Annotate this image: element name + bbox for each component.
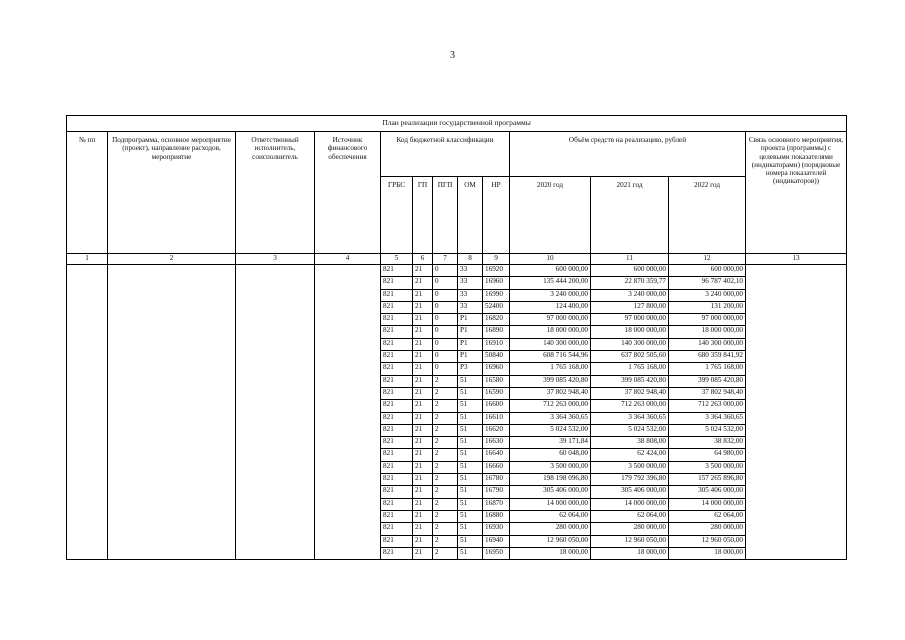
amount-cell: 712 263 000,00 xyxy=(510,400,591,412)
amount-cell: 305 406 000,00 xyxy=(510,486,591,498)
code-cell: 16960 xyxy=(483,363,510,375)
amount-cell: 14 000 000,00 xyxy=(669,498,746,510)
amount-cell: 18 000,00 xyxy=(510,547,591,559)
amount-cell: 637 802 505,60 xyxy=(591,351,669,363)
code-cell: 33 xyxy=(458,289,483,301)
code-cell: 16960 xyxy=(483,277,510,289)
code-cell: P1 xyxy=(458,338,483,350)
column-number: 4 xyxy=(315,254,381,265)
amount-cell: 62 064,00 xyxy=(669,510,746,522)
code-cell: 51 xyxy=(458,375,483,387)
code-cell: 16920 xyxy=(483,265,510,277)
header-2020: 2020 год xyxy=(510,177,591,254)
code-cell: 16600 xyxy=(483,400,510,412)
empty-cell xyxy=(236,265,315,560)
code-cell: 21 xyxy=(413,326,433,338)
page-number: 3 xyxy=(450,50,455,61)
code-cell: 821 xyxy=(381,387,413,399)
code-cell: 821 xyxy=(381,510,413,522)
header-executor: Ответственный исполнитель, соисполнитель xyxy=(236,132,315,254)
code-cell: 16880 xyxy=(483,510,510,522)
code-cell: 2 xyxy=(433,375,458,387)
code-cell: 33 xyxy=(458,277,483,289)
code-cell: 2 xyxy=(433,449,458,461)
code-cell: 821 xyxy=(381,301,413,313)
amount-cell: 97 000 000,00 xyxy=(510,314,591,326)
code-cell: 21 xyxy=(413,535,433,547)
amount-cell: 680 359 841,92 xyxy=(669,351,746,363)
code-cell: 821 xyxy=(381,412,413,424)
empty-cell xyxy=(108,265,236,560)
code-cell: 821 xyxy=(381,461,413,473)
table-title: План реализации государственной программы xyxy=(67,116,847,132)
code-cell: 16940 xyxy=(483,535,510,547)
code-cell: 21 xyxy=(413,424,433,436)
code-cell: 0 xyxy=(433,301,458,313)
code-cell: 16620 xyxy=(483,424,510,436)
code-cell: 51 xyxy=(458,547,483,559)
amount-cell: 12 960 050,00 xyxy=(591,535,669,547)
code-cell: 0 xyxy=(433,289,458,301)
code-cell: 821 xyxy=(381,424,413,436)
amount-cell: 22 870 359,77 xyxy=(591,277,669,289)
header-2021: 2021 год xyxy=(591,177,669,254)
column-number: 12 xyxy=(669,254,746,265)
code-cell: 51 xyxy=(458,400,483,412)
amount-cell: 96 787 402,10 xyxy=(669,277,746,289)
code-cell: 51 xyxy=(458,461,483,473)
code-cell: 52400 xyxy=(483,301,510,313)
code-cell: 2 xyxy=(433,437,458,449)
code-cell: 821 xyxy=(381,277,413,289)
amount-cell: 712 263 000,00 xyxy=(669,400,746,412)
header-gp: ГП xyxy=(413,177,433,254)
amount-cell: 5 024 532,00 xyxy=(591,424,669,436)
amount-cell: 1 765 168,00 xyxy=(510,363,591,375)
amount-cell: 280 000,00 xyxy=(669,523,746,535)
amount-cell: 280 000,00 xyxy=(591,523,669,535)
code-cell: 21 xyxy=(413,277,433,289)
code-cell: 51 xyxy=(458,523,483,535)
code-cell: 2 xyxy=(433,424,458,436)
code-cell: 21 xyxy=(413,474,433,486)
code-cell: 21 xyxy=(413,265,433,277)
code-cell: 16580 xyxy=(483,375,510,387)
code-cell: 21 xyxy=(413,461,433,473)
amount-cell: 124 400,00 xyxy=(510,301,591,313)
amount-cell: 97 000 000,00 xyxy=(669,314,746,326)
amount-cell: 608 716 544,96 xyxy=(510,351,591,363)
amount-cell: 3 240 000,00 xyxy=(510,289,591,301)
code-cell: 51 xyxy=(458,437,483,449)
code-cell: 21 xyxy=(413,510,433,522)
amount-cell: 127 800,00 xyxy=(591,301,669,313)
code-cell: 51 xyxy=(458,474,483,486)
code-cell: 16990 xyxy=(483,289,510,301)
amount-cell: 38 808,00 xyxy=(591,437,669,449)
header-pgp: ПГП xyxy=(433,177,458,254)
amount-cell: 305 406 000,00 xyxy=(591,486,669,498)
code-cell: 2 xyxy=(433,400,458,412)
amount-cell: 62 064,00 xyxy=(591,510,669,522)
code-cell: 821 xyxy=(381,400,413,412)
code-cell: 2 xyxy=(433,486,458,498)
code-cell: 0 xyxy=(433,351,458,363)
code-cell: 821 xyxy=(381,535,413,547)
code-cell: 821 xyxy=(381,547,413,559)
code-cell: 2 xyxy=(433,474,458,486)
code-cell: 21 xyxy=(413,301,433,313)
code-cell: 16630 xyxy=(483,437,510,449)
code-cell: 821 xyxy=(381,326,413,338)
amount-cell: 712 263 000,00 xyxy=(591,400,669,412)
amount-cell: 280 000,00 xyxy=(510,523,591,535)
code-cell: 33 xyxy=(458,301,483,313)
code-cell: 50840 xyxy=(483,351,510,363)
column-number: 3 xyxy=(236,254,315,265)
code-cell: 21 xyxy=(413,498,433,510)
column-number: 6 xyxy=(413,254,433,265)
code-cell: 21 xyxy=(413,437,433,449)
header-budget-classification: Код бюджетной классификации xyxy=(381,132,510,177)
amount-cell: 3 500 000,00 xyxy=(669,461,746,473)
amount-cell: 140 300 000,00 xyxy=(669,338,746,350)
code-cell: 16790 xyxy=(483,486,510,498)
code-cell: 16640 xyxy=(483,449,510,461)
code-cell: 51 xyxy=(458,498,483,510)
header-indicators: Связь основного мероприятия, проекта (программы) с целевыми показателями (индикаторами) (порядковые номера показателей (индикаторов)) xyxy=(746,132,847,254)
code-cell: 821 xyxy=(381,375,413,387)
code-cell: 16590 xyxy=(483,387,510,399)
code-cell: 0 xyxy=(433,314,458,326)
amount-cell: 97 000 000,00 xyxy=(591,314,669,326)
column-number: 1 xyxy=(67,254,108,265)
amount-cell: 3 364 360,65 xyxy=(669,412,746,424)
amount-cell: 399 085 420,80 xyxy=(591,375,669,387)
code-cell: 21 xyxy=(413,338,433,350)
code-cell: 51 xyxy=(458,486,483,498)
code-cell: 821 xyxy=(381,498,413,510)
code-cell: P3 xyxy=(458,363,483,375)
header-np: НР xyxy=(483,177,510,254)
amount-cell: 18 000 000,00 xyxy=(591,326,669,338)
code-cell: 51 xyxy=(458,510,483,522)
code-cell: 2 xyxy=(433,510,458,522)
code-cell: 51 xyxy=(458,535,483,547)
amount-cell: 18 000 000,00 xyxy=(510,326,591,338)
empty-cell xyxy=(315,265,381,560)
amount-cell: 18 000,00 xyxy=(669,547,746,559)
amount-cell: 135 444 200,00 xyxy=(510,277,591,289)
amount-cell: 305 406 000,00 xyxy=(669,486,746,498)
amount-cell: 198 198 096,80 xyxy=(510,474,591,486)
column-number: 2 xyxy=(108,254,236,265)
amount-cell: 37 802 948,40 xyxy=(669,387,746,399)
amount-cell: 64 980,00 xyxy=(669,449,746,461)
amount-cell: 37 802 948,40 xyxy=(510,387,591,399)
amount-cell: 3 364 360,65 xyxy=(510,412,591,424)
code-cell: 0 xyxy=(433,265,458,277)
code-cell: 0 xyxy=(433,338,458,350)
code-cell: 2 xyxy=(433,523,458,535)
amount-cell: 3 240 000,00 xyxy=(669,289,746,301)
column-number: 5 xyxy=(381,254,413,265)
code-cell: 16930 xyxy=(483,523,510,535)
amount-cell: 14 000 000,00 xyxy=(591,498,669,510)
code-cell: 16610 xyxy=(483,412,510,424)
code-cell: 2 xyxy=(433,535,458,547)
code-cell: 21 xyxy=(413,412,433,424)
code-cell: 21 xyxy=(413,486,433,498)
code-cell: 21 xyxy=(413,351,433,363)
code-cell: 21 xyxy=(413,314,433,326)
amount-cell: 39 171,84 xyxy=(510,437,591,449)
code-cell: 51 xyxy=(458,424,483,436)
amount-cell: 5 024 532,00 xyxy=(510,424,591,436)
code-cell: 2 xyxy=(433,387,458,399)
program-plan-table xyxy=(66,115,847,560)
amount-cell: 14 000 000,00 xyxy=(510,498,591,510)
amount-cell: 62 424,00 xyxy=(591,449,669,461)
code-cell: 821 xyxy=(381,449,413,461)
amount-cell: 140 300 000,00 xyxy=(510,338,591,350)
header-number: № пп xyxy=(67,132,108,254)
amount-cell: 600 000,00 xyxy=(669,265,746,277)
column-numbers-row xyxy=(67,254,847,265)
amount-cell: 157 265 896,80 xyxy=(669,474,746,486)
column-number: 8 xyxy=(458,254,483,265)
column-number: 10 xyxy=(510,254,591,265)
column-number: 11 xyxy=(591,254,669,265)
amount-cell: 3 364 360,65 xyxy=(591,412,669,424)
amount-cell: 179 792 396,80 xyxy=(591,474,669,486)
code-cell: 821 xyxy=(381,351,413,363)
amount-cell: 1 765 168,00 xyxy=(591,363,669,375)
code-cell: P1 xyxy=(458,314,483,326)
code-cell: 21 xyxy=(413,523,433,535)
table-row xyxy=(67,265,847,277)
code-cell: 2 xyxy=(433,461,458,473)
amount-cell: 399 085 420,80 xyxy=(510,375,591,387)
code-cell: 821 xyxy=(381,437,413,449)
code-cell: 821 xyxy=(381,314,413,326)
code-cell: 21 xyxy=(413,387,433,399)
amount-cell: 3 240 000,00 xyxy=(591,289,669,301)
amount-cell: 1 765 168,00 xyxy=(669,363,746,375)
header-om: ОМ xyxy=(458,177,483,254)
amount-cell: 131 200,00 xyxy=(669,301,746,313)
code-cell: 0 xyxy=(433,326,458,338)
amount-cell: 3 500 000,00 xyxy=(591,461,669,473)
code-cell: 821 xyxy=(381,523,413,535)
code-cell: 16950 xyxy=(483,547,510,559)
code-cell: 0 xyxy=(433,277,458,289)
column-number: 13 xyxy=(746,254,847,265)
amount-cell: 12 960 050,00 xyxy=(510,535,591,547)
amount-cell: 140 300 000,00 xyxy=(591,338,669,350)
amount-cell: 38 832,00 xyxy=(669,437,746,449)
code-cell: 16820 xyxy=(483,314,510,326)
code-cell: P1 xyxy=(458,351,483,363)
code-cell: 2 xyxy=(433,412,458,424)
code-cell: 21 xyxy=(413,375,433,387)
empty-cell xyxy=(746,265,847,560)
column-number: 7 xyxy=(433,254,458,265)
code-cell: 21 xyxy=(413,363,433,375)
code-cell: 16660 xyxy=(483,461,510,473)
code-cell: 21 xyxy=(413,449,433,461)
amount-cell: 3 500 000,00 xyxy=(510,461,591,473)
code-cell: 821 xyxy=(381,474,413,486)
amount-cell: 62 064,00 xyxy=(510,510,591,522)
code-cell: 821 xyxy=(381,265,413,277)
code-cell: 16890 xyxy=(483,326,510,338)
code-cell: 21 xyxy=(413,400,433,412)
amount-cell: 399 085 420,80 xyxy=(669,375,746,387)
code-cell: 51 xyxy=(458,412,483,424)
empty-cell xyxy=(67,265,108,560)
code-cell: 821 xyxy=(381,363,413,375)
code-cell: 51 xyxy=(458,449,483,461)
amount-cell: 18 000 000,00 xyxy=(669,326,746,338)
code-cell: 2 xyxy=(433,547,458,559)
header-grbs: ГРБС xyxy=(381,177,413,254)
code-cell: 821 xyxy=(381,289,413,301)
code-cell: 16870 xyxy=(483,498,510,510)
amount-cell: 600 000,00 xyxy=(591,265,669,277)
header-source: Источник финансового обеспечения xyxy=(315,132,381,254)
code-cell: 0 xyxy=(433,363,458,375)
code-cell: 16910 xyxy=(483,338,510,350)
header-2022: 2022 год xyxy=(669,177,746,254)
code-cell: 21 xyxy=(413,547,433,559)
code-cell: 821 xyxy=(381,486,413,498)
header-subprogram: Подпрограмма, основное мероприятие (проект), направление расходов, мероприятие xyxy=(108,132,236,254)
header-volume: Объём средств на реализацию, рублей xyxy=(510,132,746,177)
amount-cell: 18 000,00 xyxy=(591,547,669,559)
code-cell: 2 xyxy=(433,498,458,510)
amount-cell: 5 024 532,00 xyxy=(669,424,746,436)
code-cell: 821 xyxy=(381,338,413,350)
code-cell: 16780 xyxy=(483,474,510,486)
code-cell: P1 xyxy=(458,326,483,338)
amount-cell: 600 000,00 xyxy=(510,265,591,277)
amount-cell: 37 802 948,40 xyxy=(591,387,669,399)
code-cell: 33 xyxy=(458,265,483,277)
amount-cell: 12 960 050,00 xyxy=(669,535,746,547)
code-cell: 21 xyxy=(413,289,433,301)
column-number: 9 xyxy=(483,254,510,265)
code-cell: 51 xyxy=(458,387,483,399)
amount-cell: 60 048,00 xyxy=(510,449,591,461)
